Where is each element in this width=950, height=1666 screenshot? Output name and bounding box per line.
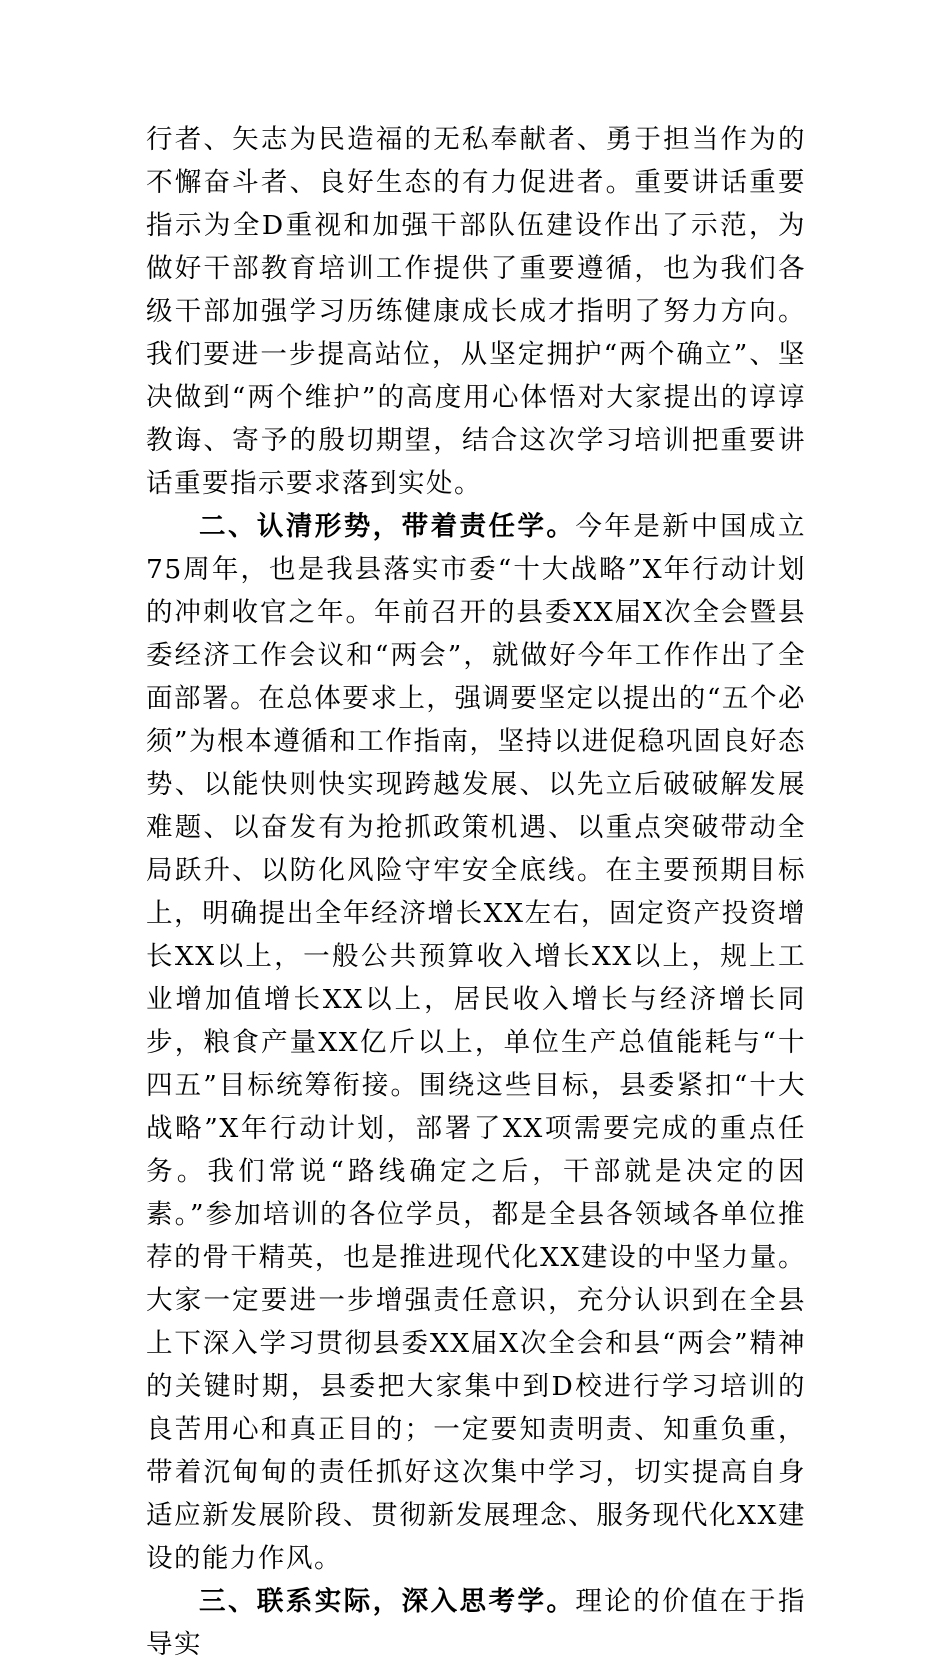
paragraph-text: 今年是新中国成立75周年，也是我县落实市委“十大战略”X年行动计划的冲刺收官之年。年前召开的县委XX届X次全会暨县委经济工作会议和“两会”，就做好今年工作作出了全面部署。在总体要求上，强调要坚定以提出的“五个必须”为根本遵循和工作指南，坚持以进促稳巩固良好态势、以能快则快实现跨越发展、以先立后破破解发展难题、以奋发有为抢抓政策机遇、以重点突破带动全局跃升、以防化风险守牢安全底线。在主要预期目标上，明确提出全年经济增长XX左右，固定资产投资增长XX以上，一般公共预算收入增长XX以上，规上工业增加值增长XX以上，居民收入增长与经济增长同步，粮食产量XX亿斤以上，单位生产总值能耗与“十四五”目标统筹衔接。围绕这些目标，县委紧扣“十大战略”X年行动计划，部署了XX项需要完成的重点任务。我们常说“路线确定之后，干部就是决定的因素。”参加培训的各位学员，都是全县各领域各单位推荐的骨干精英，也是推进现代化XX建设的中坚力量。大家一定要进一步增强责任意识，充分认识到在全县上下深入学习贯彻县委XX届X次全会和县“两会”精神的关键时期，县委把大家集中到D校进行学习培训的良苦用心和真正目的；一定要知责明责、知重负重，带着沉甸甸的责任抓好这次集中学习，切实提高自身适应新发展阶段、贯彻新发展理念、服务现代化XX建设的能力作风。	[146, 511, 807, 1574]
section-heading: 二、认清形势，带着责任学。	[199, 511, 576, 542]
paragraph-text: 行者、矢志为民造福的无私奉献者、勇于担当作为的不懈奋斗者、良好生态的有力促进者。重要讲话重要指示为全D重视和加强干部队伍建设作出了示范，为做好干部教育培训工作提供了重要遵循，也为我们各级干部加强学习历练健康成长成才指明了努力方向。我们要进一步提高站位，从坚定拥护“两个确立”、坚决做到“两个维护”的高度用心体悟对大家提出的谆谆教诲、寄予的殷切期望，结合这次学习培训把重要讲话重要指示要求落到实处。	[146, 124, 806, 499]
paragraph-continuation	[146, 118, 806, 505]
document-page	[146, 118, 806, 1666]
paragraph-section-two	[146, 505, 806, 1580]
paragraph-text: 理论的价值在于指导实	[146, 1586, 807, 1660]
paragraph-section-three	[146, 1580, 806, 1666]
section-heading: 三、联系实际，深入思考学。	[199, 1586, 576, 1617]
